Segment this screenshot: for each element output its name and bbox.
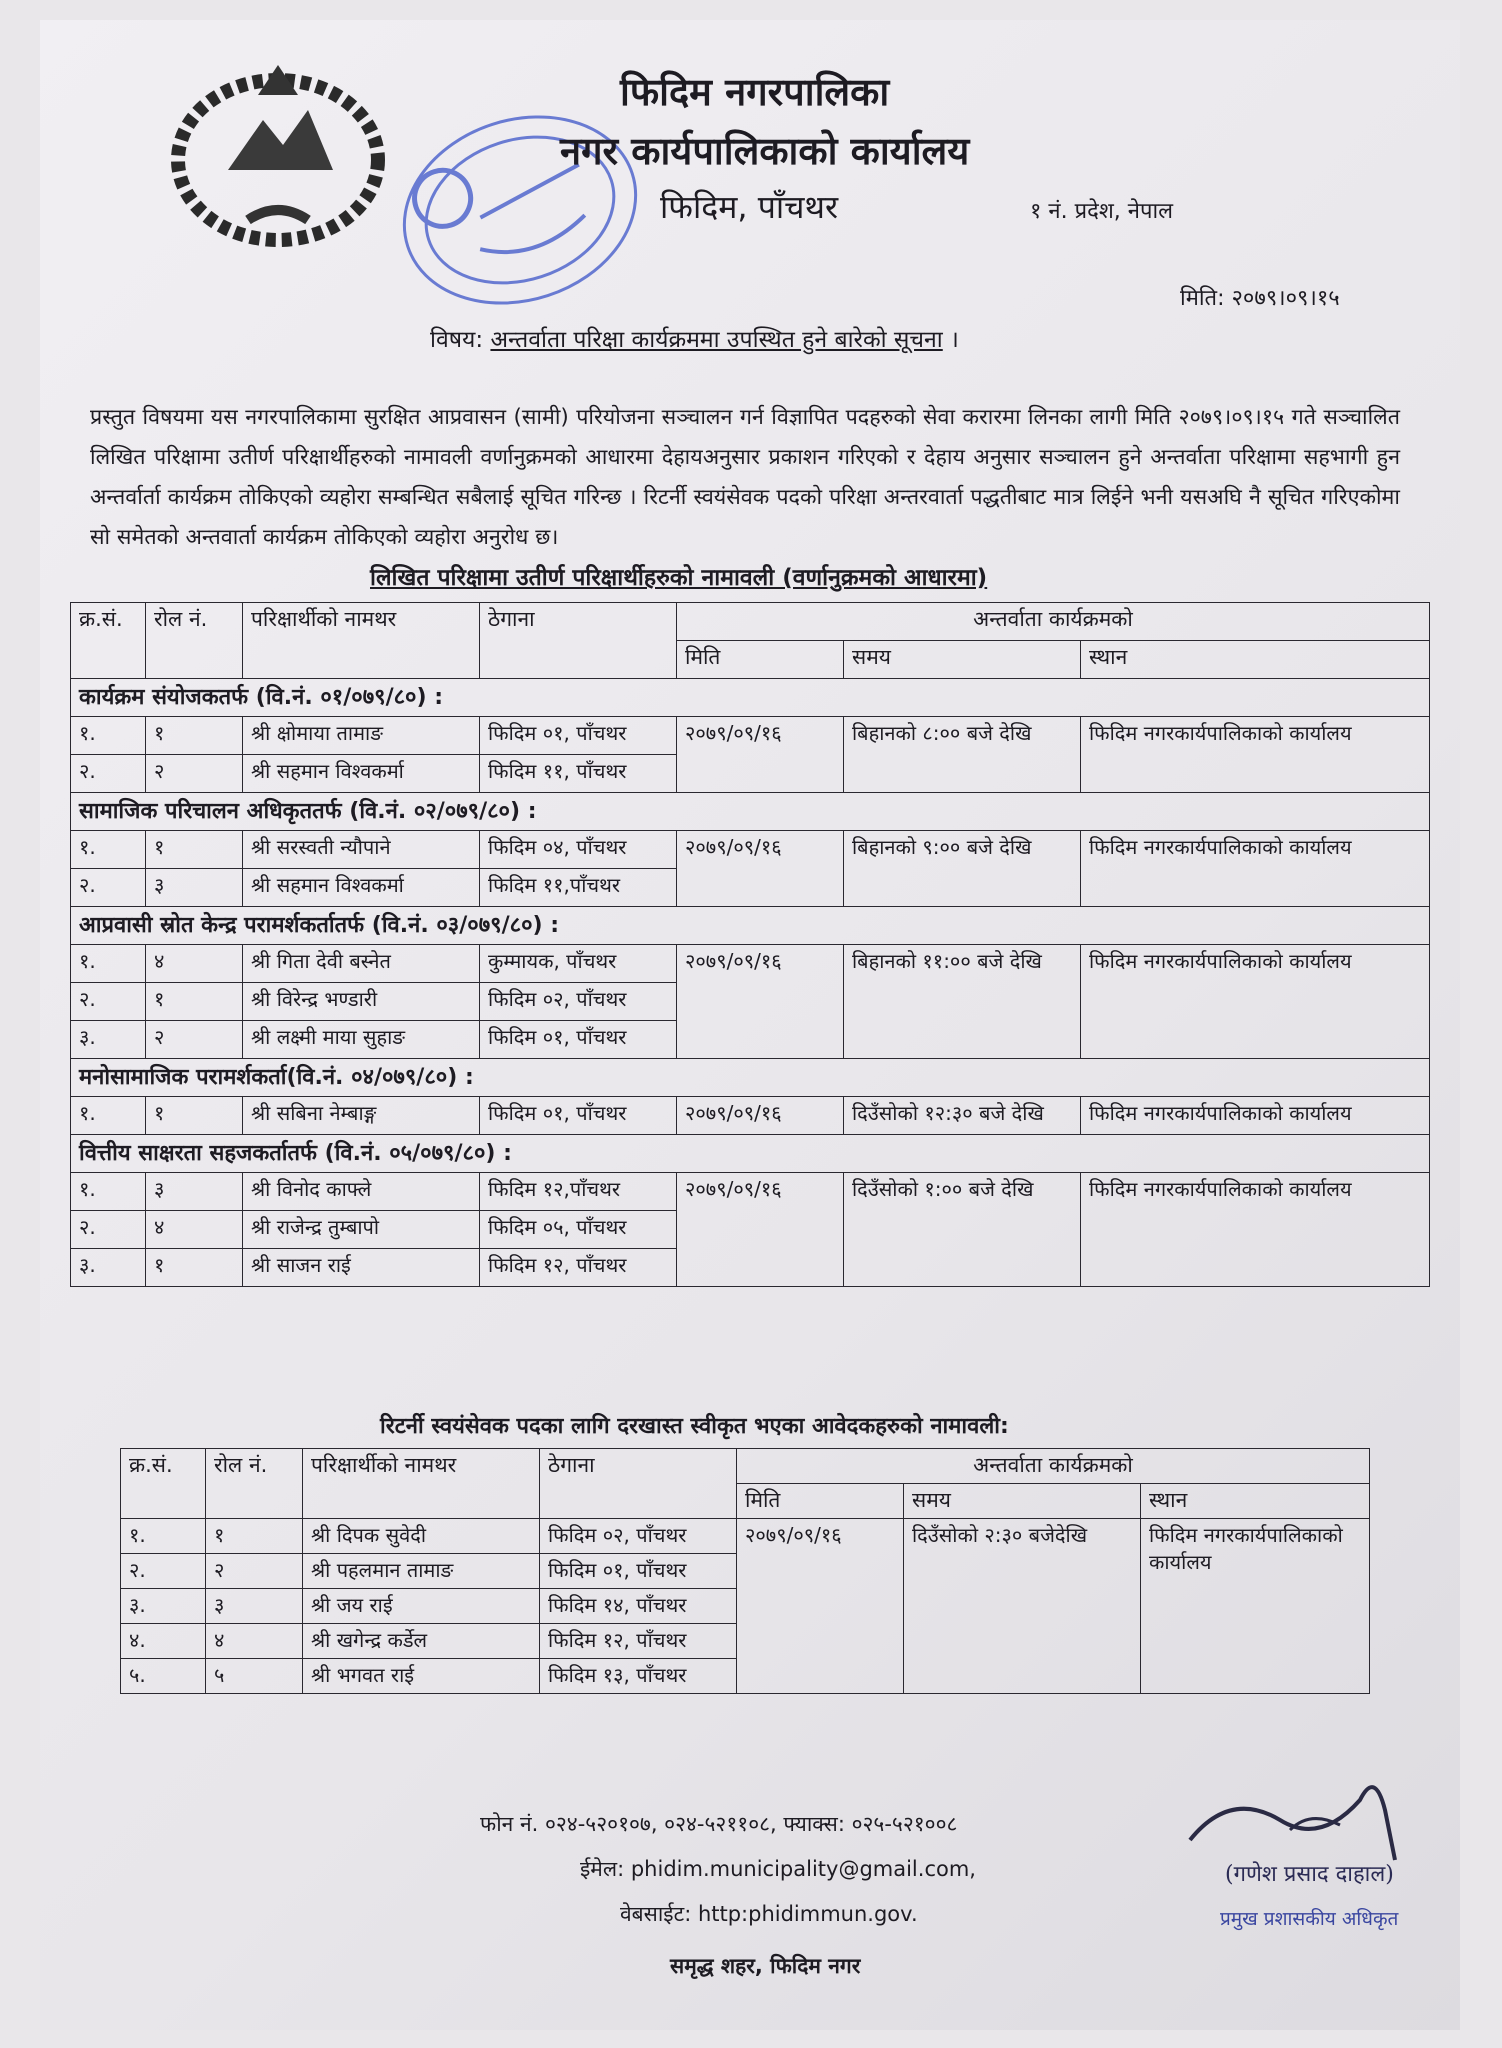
notice-body: प्रस्तुत विषयमा यस नगरपालिकामा सुरक्षित आप्रवासन (सामी) परियोजना सञ्चालन गर्न विज्ञापित पदहरुको सेवा करारमा लिनका लागी मिति २०७९।०९।१५ गते सञ्चालित लिखित परिक्षामा उतीर्ण परिक्षार्थीहरुको नामावली वर्णानुक्रमको आधारमा देहायअनुसार प्रकाशन गरिएको र देहाय अनुसार सञ्चालन हुने अन्तर्वाता परिक्षामा सहभागी हुन अन्तर्वार्ता कार्यक्रम तोकिएको व्यहोरा सम्बन्धित सबैलाई सूचित गरिन्छ । रिटर्नी स्वयंसेवक पदको परिक्षा अन्तरवार्ता पद्धतीबाट मात्र लिईने भनी यसअघि नै सूचित गरिएकोमा सो समेतको अन्तवार्ता कार्यक्रम तोकिएको व्यहोरा अनुरोध छ। <box>90 405 1400 550</box>
cell-roll: १ <box>146 717 243 755</box>
subject-line <box>430 322 959 354</box>
cell-address: फिदिम ०२, पाँचथर <box>480 983 677 1021</box>
province: १ नं. प्रदेश, नेपाल <box>1030 199 1174 224</box>
cell-roll: २ <box>146 1021 243 1059</box>
cell-time: बिहानको ११:०० बजे देखि <box>844 945 1081 1059</box>
cell-date: २०७९/०९/१६ <box>677 1097 844 1135</box>
notice-page <box>40 20 1460 2030</box>
cell-name: श्री सबिना नेम्बाङ्ग <box>243 1097 480 1135</box>
cell-address: फिदिम ११, पाँचथर <box>480 755 677 793</box>
section-title: आप्रवासी स्रोत केन्द्र परामर्शकर्तातर्फ (वि.नं. ०३/०७९/८०) : <box>71 907 1430 945</box>
cell-time: दिउँसोको २:३० बजेदेखि <box>904 1519 1141 1694</box>
cell-date: २०७९/०९/१६ <box>677 1173 844 1287</box>
cell-name: श्री जय राई <box>303 1589 540 1624</box>
cell-sn: ३. <box>71 1021 146 1059</box>
cell-name: श्री लक्ष्मी माया सुहाङ <box>243 1021 480 1059</box>
cell-roll: १ <box>146 1249 243 1287</box>
office-place: फिदिम, पाँचथर <box>660 188 839 226</box>
section-row <box>71 1135 1430 1173</box>
col-date: मिति <box>677 641 844 679</box>
cell-name: श्री राजेन्द्र तुम्बापो <box>243 1211 480 1249</box>
col-roll: रोल नं. <box>146 603 243 679</box>
section-row <box>71 793 1430 831</box>
cell-name: श्री पहलमान तामाङ <box>303 1554 540 1589</box>
cell-sn: ४. <box>121 1624 206 1659</box>
table-row <box>121 1519 1370 1554</box>
cell-name: श्री सहमान विश्वकर्मा <box>243 869 480 907</box>
cell-name: श्री खगेन्द्र कर्डेल <box>303 1624 540 1659</box>
subject-end: । <box>950 327 959 353</box>
table-row <box>71 945 1430 983</box>
col-sn: क्र.सं. <box>71 603 146 679</box>
cell-roll: ५ <box>206 1659 303 1694</box>
cell-address: फिदिम १४, पाँचथर <box>540 1589 737 1624</box>
cell-address: फिदिम १२,पाँचथर <box>480 1173 677 1211</box>
signatory-name: (गणेश प्रसाद दाहाल) <box>1225 1862 1394 1887</box>
cell-roll: ३ <box>146 1173 243 1211</box>
cell-address: फिदिम १३, पाँचथर <box>540 1659 737 1694</box>
cell-roll: १ <box>206 1519 303 1554</box>
office-name: नगर कार्यपालिकाको कार्यालय <box>560 129 970 173</box>
cell-roll: १ <box>146 831 243 869</box>
cell-venue: फिदिम नगरकार्यपालिकाको कार्यालय <box>1081 717 1430 793</box>
cell-roll: ४ <box>146 1211 243 1249</box>
cell-sn: २. <box>71 983 146 1021</box>
cell-venue: फिदिम नगरकार्यपालिकाको कार्यालय <box>1081 1097 1430 1135</box>
col-sn: क्र.सं. <box>121 1449 206 1519</box>
footer-phone: फोन नं. ०२४-५२०१०७, ०२४-५२११०८, फ्याक्स: ०२५-५२१००८ <box>480 1812 958 1836</box>
notice-date: मिति: २०७९।०९।१५ <box>1180 286 1340 311</box>
cell-name: श्री सरस्वती न्यौपाने <box>243 831 480 869</box>
section-row <box>71 1059 1430 1097</box>
cell-sn: ३. <box>71 1249 146 1287</box>
cell-roll: ३ <box>206 1589 303 1624</box>
cell-time: बिहानको ८:०० बजे देखि <box>844 717 1081 793</box>
col-venue: स्थान <box>1141 1484 1370 1519</box>
cell-sn: २. <box>121 1554 206 1589</box>
section-title: कार्यक्रम संयोजकतर्फ (वि.नं. ०१/०७९/८०) : <box>71 679 1430 717</box>
cell-venue: फिदिम नगरकार्यपालिकाको कार्यालय <box>1141 1519 1370 1694</box>
section-title: वित्तीय साक्षरता सहजकर्तातर्फ (वि.नं. ०५/०७९/८०) : <box>71 1135 1430 1173</box>
signatory-title: प्रमुख प्रशासकीय अधिकृत <box>1220 1908 1399 1930</box>
col-program: अन्तर्वाता कार्यक्रमको <box>677 603 1430 641</box>
interview-table-body <box>71 679 1430 1287</box>
section-row <box>71 907 1430 945</box>
col-time: समय <box>904 1484 1141 1519</box>
cell-roll: ३ <box>146 869 243 907</box>
cell-address: फिदिम ०१, पाँचथर <box>540 1554 737 1589</box>
cell-name: श्री भगवत राई <box>303 1659 540 1694</box>
returnee-table <box>120 1448 1370 1694</box>
col-time: समय <box>844 641 1081 679</box>
footer-website: वेबसाईट: http:phidimmun.gov. <box>620 1902 918 1926</box>
col-name: परिक्षार्थीको नामथर <box>243 603 480 679</box>
cell-roll: २ <box>206 1554 303 1589</box>
cell-name: श्री गिता देवी बस्नेत <box>243 945 480 983</box>
cell-name: श्री सहमान विश्वकर्मा <box>243 755 480 793</box>
cell-roll: १ <box>146 1097 243 1135</box>
subject-text: अन्तर्वाता परिक्षा कार्यक्रममा उपस्थित हुने बारेको सूचना <box>490 327 943 353</box>
cell-roll: ४ <box>206 1624 303 1659</box>
cell-venue: फिदिम नगरकार्यपालिकाको कार्यालय <box>1081 831 1430 907</box>
municipality-name: फिदिम नगरपालिका <box>620 70 890 114</box>
cell-address: फिदिम ०१, पाँचथर <box>480 1097 677 1135</box>
returnee-table-body <box>121 1519 1370 1694</box>
cell-date: २०७९/०९/१६ <box>677 831 844 907</box>
cell-date: २०७९/०९/१६ <box>677 945 844 1059</box>
cell-name: श्री विरेन्द्र भण्डारी <box>243 983 480 1021</box>
cell-address: फिदिम १२, पाँचथर <box>480 1249 677 1287</box>
col-date: मिति <box>737 1484 904 1519</box>
cell-address: फिदिम ०१, पाँचथर <box>480 1021 677 1059</box>
col-address: ठेगाना <box>480 603 677 679</box>
cell-name: श्री क्षोमाया तामाङ <box>243 717 480 755</box>
cell-sn: १. <box>71 717 146 755</box>
cell-sn: २. <box>71 755 146 793</box>
footer-email: ईमेल: phidim.municipality@gmail.com, <box>580 1857 976 1881</box>
cell-venue: फिदिम नगरकार्यपालिकाको कार्यालय <box>1081 945 1430 1059</box>
section-title: सामाजिक परिचालन अधिकृततर्फ (वि.नं. ०२/०७९/८०) : <box>71 793 1430 831</box>
cell-name: श्री विनोद काफ्ले <box>243 1173 480 1211</box>
list-title: लिखित परिक्षामा उतीर्ण परिक्षार्थीहरुको नामावली (वर्णानुक्रमको आधारमा) <box>370 565 988 591</box>
col-venue: स्थान <box>1081 641 1430 679</box>
col-name: परिक्षार्थीको नामथर <box>303 1449 540 1519</box>
cell-name: श्री साजन राई <box>243 1249 480 1287</box>
footer-slogan: समृद्ध शहर, फिदिम नगर <box>670 1954 861 1978</box>
cell-date: २०७९/०९/१६ <box>677 717 844 793</box>
nepal-emblem-icon <box>158 60 398 250</box>
cell-sn: ३. <box>121 1589 206 1624</box>
cell-time: दिउँसोको १:०० बजे देखि <box>844 1173 1081 1287</box>
col-program: अन्तर्वाता कार्यक्रमको <box>737 1449 1370 1484</box>
cell-address: फिदिम ११,पाँचथर <box>480 869 677 907</box>
section-row <box>71 679 1430 717</box>
cell-address: फिदिम ०१, पाँचथर <box>480 717 677 755</box>
table-row <box>71 831 1430 869</box>
cell-sn: १. <box>71 1173 146 1211</box>
cell-address: फिदिम ०५, पाँचथर <box>480 1211 677 1249</box>
cell-time: दिउँसोको १२:३० बजे देखि <box>844 1097 1081 1135</box>
table-row <box>71 717 1430 755</box>
table-row <box>71 1097 1430 1135</box>
cell-roll: १ <box>146 983 243 1021</box>
cell-sn: २. <box>71 869 146 907</box>
cell-sn: १. <box>71 945 146 983</box>
col-address: ठेगाना <box>540 1449 737 1519</box>
subject-label: विषय: <box>430 327 484 353</box>
cell-date: २०७९/०९/१६ <box>737 1519 904 1694</box>
cell-roll: ४ <box>146 945 243 983</box>
cell-sn: १. <box>121 1519 206 1554</box>
table-row <box>71 1173 1430 1211</box>
cell-sn: १. <box>71 831 146 869</box>
cell-venue: फिदिम नगरकार्यपालिकाको कार्यालय <box>1081 1173 1430 1287</box>
interview-table <box>70 602 1430 1287</box>
cell-address: फिदिम ०४, पाँचथर <box>480 831 677 869</box>
section-title: मनोसामाजिक परामर्शकर्ता(वि.नं. ०४/०७९/८०) : <box>71 1059 1430 1097</box>
cell-sn: २. <box>71 1211 146 1249</box>
cell-sn: १. <box>71 1097 146 1135</box>
col-roll: रोल नं. <box>206 1449 303 1519</box>
cell-address: कुम्मायक, पाँचथर <box>480 945 677 983</box>
cell-name: श्री दिपक सुवेदी <box>303 1519 540 1554</box>
cell-sn: ५. <box>121 1659 206 1694</box>
cell-address: फिदिम १२, पाँचथर <box>540 1624 737 1659</box>
cell-time: बिहानको ९:०० बजे देखि <box>844 831 1081 907</box>
cell-address: फिदिम ०२, पाँचथर <box>540 1519 737 1554</box>
returnee-list-title: रिटर्नी स्वयंसेवक पदका लागि दरखास्त स्वीकृत भएका आवेदकहरुको नामावली: <box>380 1414 1009 1439</box>
cell-roll: २ <box>146 755 243 793</box>
